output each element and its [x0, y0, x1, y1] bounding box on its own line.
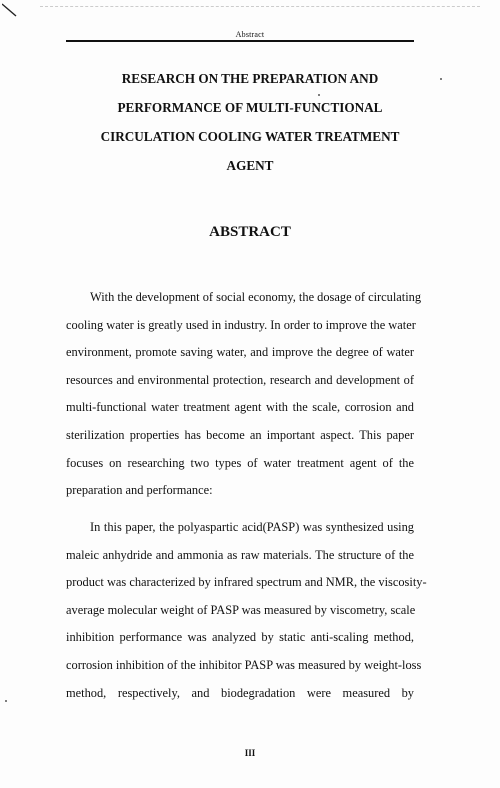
text-line: sterilization properties has become an important aspect. This paper: [66, 427, 414, 442]
text-line: inhibition performance was analyzed by static anti-scaling method,: [66, 630, 414, 645]
text-line: resources and environmental protection, research and development of: [66, 372, 414, 387]
page-number: III: [244, 748, 256, 758]
title-line: CIRCULATION COOLING WATER TREATMENT: [100, 129, 400, 144]
document-title: [70, 64, 430, 180]
text-line: average molecular weight of PASP was measured by viscometry, scale: [66, 602, 416, 617]
text-line: With the development of social economy, the dosage of circulating: [90, 290, 422, 304]
title-line: PERFORMANCE OF MULTI-FUNCTIONAL: [117, 100, 383, 115]
running-head: Abstract: [235, 30, 265, 39]
scan-speck: [5, 700, 7, 702]
text-line: method, respectively, and biodegradation were measured by: [66, 685, 414, 700]
text-line: In this paper, the polyaspartic acid(PASP) was synthesized using: [90, 520, 414, 534]
text-line: preparation and performance:: [66, 483, 213, 498]
text-line: product was characterized by infrared spectrum and NMR, the viscosity-: [66, 575, 427, 590]
title-line: AGENT: [226, 158, 274, 173]
scan-speck: [440, 78, 442, 80]
scan-edge-line: [40, 6, 480, 7]
abstract-heading: ABSTRACT: [209, 224, 291, 240]
title-line: RESEARCH ON THE PREPARATION AND: [121, 71, 379, 86]
text-line: focuses on researching two types of water treatment agent of the: [66, 455, 414, 470]
header-rule: [66, 40, 414, 42]
scan-corner-mark: [2, 2, 20, 20]
abstract-paragraph-1: [66, 284, 422, 505]
text-line: multi-functional water treatment agent with the scale, corrosion and: [66, 400, 414, 415]
text-line: corrosion inhibition of the inhibitor PASP was measured by weight-loss: [66, 657, 422, 672]
scan-speck: [318, 94, 320, 96]
text-line: environment, promote saving water, and improve the degree of water: [66, 345, 414, 360]
text-line: maleic anhydride and ammonia as raw materials. The structure of the: [66, 547, 414, 562]
text-line: cooling water is greatly used in industry. In order to improve the water: [66, 317, 416, 332]
abstract-paragraph-2: [66, 514, 427, 707]
